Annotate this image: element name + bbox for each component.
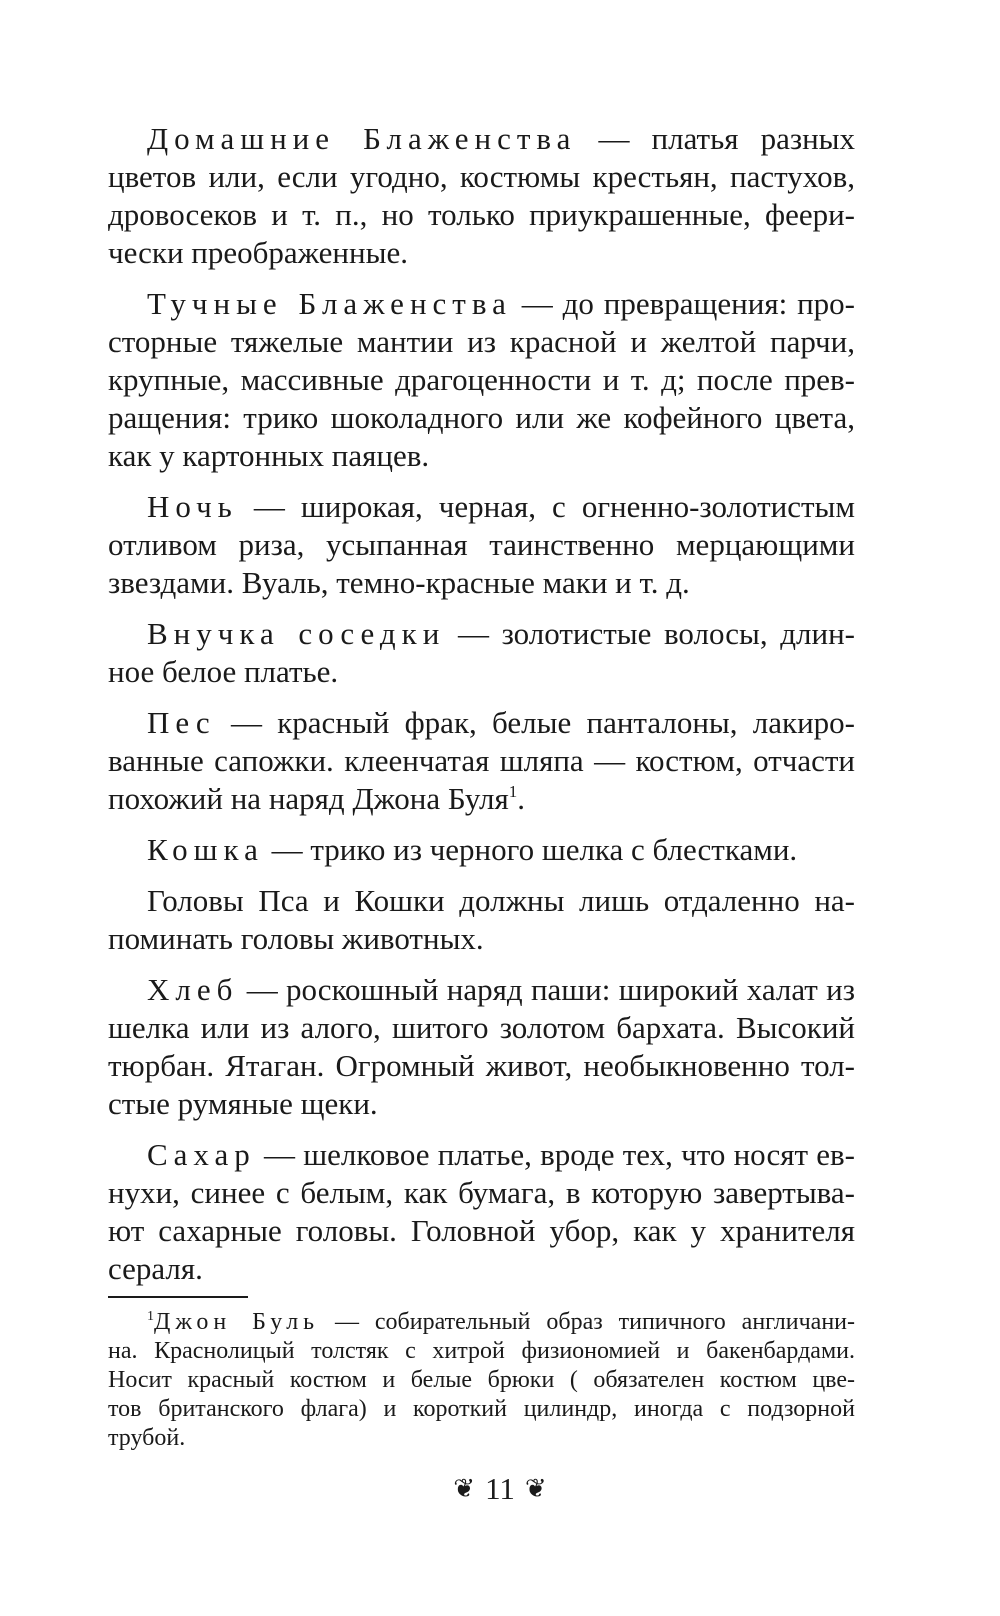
page-number: 11 [485,1471,515,1506]
footnote-mark: 1 [147,1309,154,1324]
paragraph-sugar: Сахар — шелковое платье, вроде тех, что носят ев- нухи, синее с белым, как бумага, в которую завертыва- ют сахарные головы. Головной убор, как у хранителя сераля. [108,1137,855,1286]
paragraph-night: Ночь — широкая, черная, с огненно-золотистым отливом риза, усыпанная таинственно мерцающими звездами. Вуаль, темно-красные маки и т. д. [108,489,855,600]
page-number-footer [0,1470,1000,1508]
character-name: Пес [147,705,216,740]
main-text [108,120,855,1301]
character-name: Тучные Блаженства [147,286,512,321]
character-name: Ночь [147,489,238,524]
character-name: Внучка соседки [147,616,446,651]
character-name: Домашние Блаженства [147,121,577,156]
paragraph-fat-blessings: Тучные Блаженства — до превращения: про- сторные тяжелые мантии из красной и желтой парчи, крупные, массивные драгоценности и т. д; после прев- ращения: трико шоколадного или же кофейного цвета, как у картонных паяцев. [108,286,855,473]
paragraph-neighbors-granddaughter: Внучка соседки — золотистые волосы, длин- ное белое платье. [108,616,856,689]
paragraph-heads: Головы Пса и Кошки должны лишь отдаленно на- поминать головы животных. [108,883,855,956]
paragraph-dog: Пес — красный фрак, белые панталоны, лакиро- ванные сапожки. клеенчатая шляпа — костюм, отчасти похожий на наряд Джона Буля$^1$. [108,705,855,816]
character-name: Сахар [147,1137,256,1172]
footnote-divider [108,1296,248,1298]
paragraph-cat: Кошка — трико из черного шелка с блестками. [147,832,798,867]
footnote-term: Джон Буль [154,1309,320,1335]
ornament-left-icon: ❦ [453,1474,476,1503]
footnote: $^1$Джон Буль — собирательный образ типичного англичани- на. Краснолицый толстяк с хитрой физиономией и бакенбардами. Носит красный костюм и белые брюки ( обязателен костюм цве- тов британского флага) и короткий цилиндр, иногда с подзорной трубой. [108,1309,856,1451]
paragraph-domestic-blessings: Домашние Блаженства — платья разных цветов или, если угодно, костюмы крестьян, пастухов, дровосеков и т. п., но только приукрашенные, феери- чески преображенные. [108,121,855,270]
character-name: Кошка [147,832,264,867]
ornament-right-icon: ❦ [524,1474,547,1503]
character-name: Хлеб [147,972,239,1007]
paragraph-bread: Хлеб — роскошный наряд паши: широкий халат из шелка или из алого, шитого золотом бархата. Высокий тюрбан. Ятаган. Огромный живот, необыкновенно тол- стые румяные щеки. [108,972,855,1121]
footnote-reference[interactable]: 1 [508,782,518,801]
